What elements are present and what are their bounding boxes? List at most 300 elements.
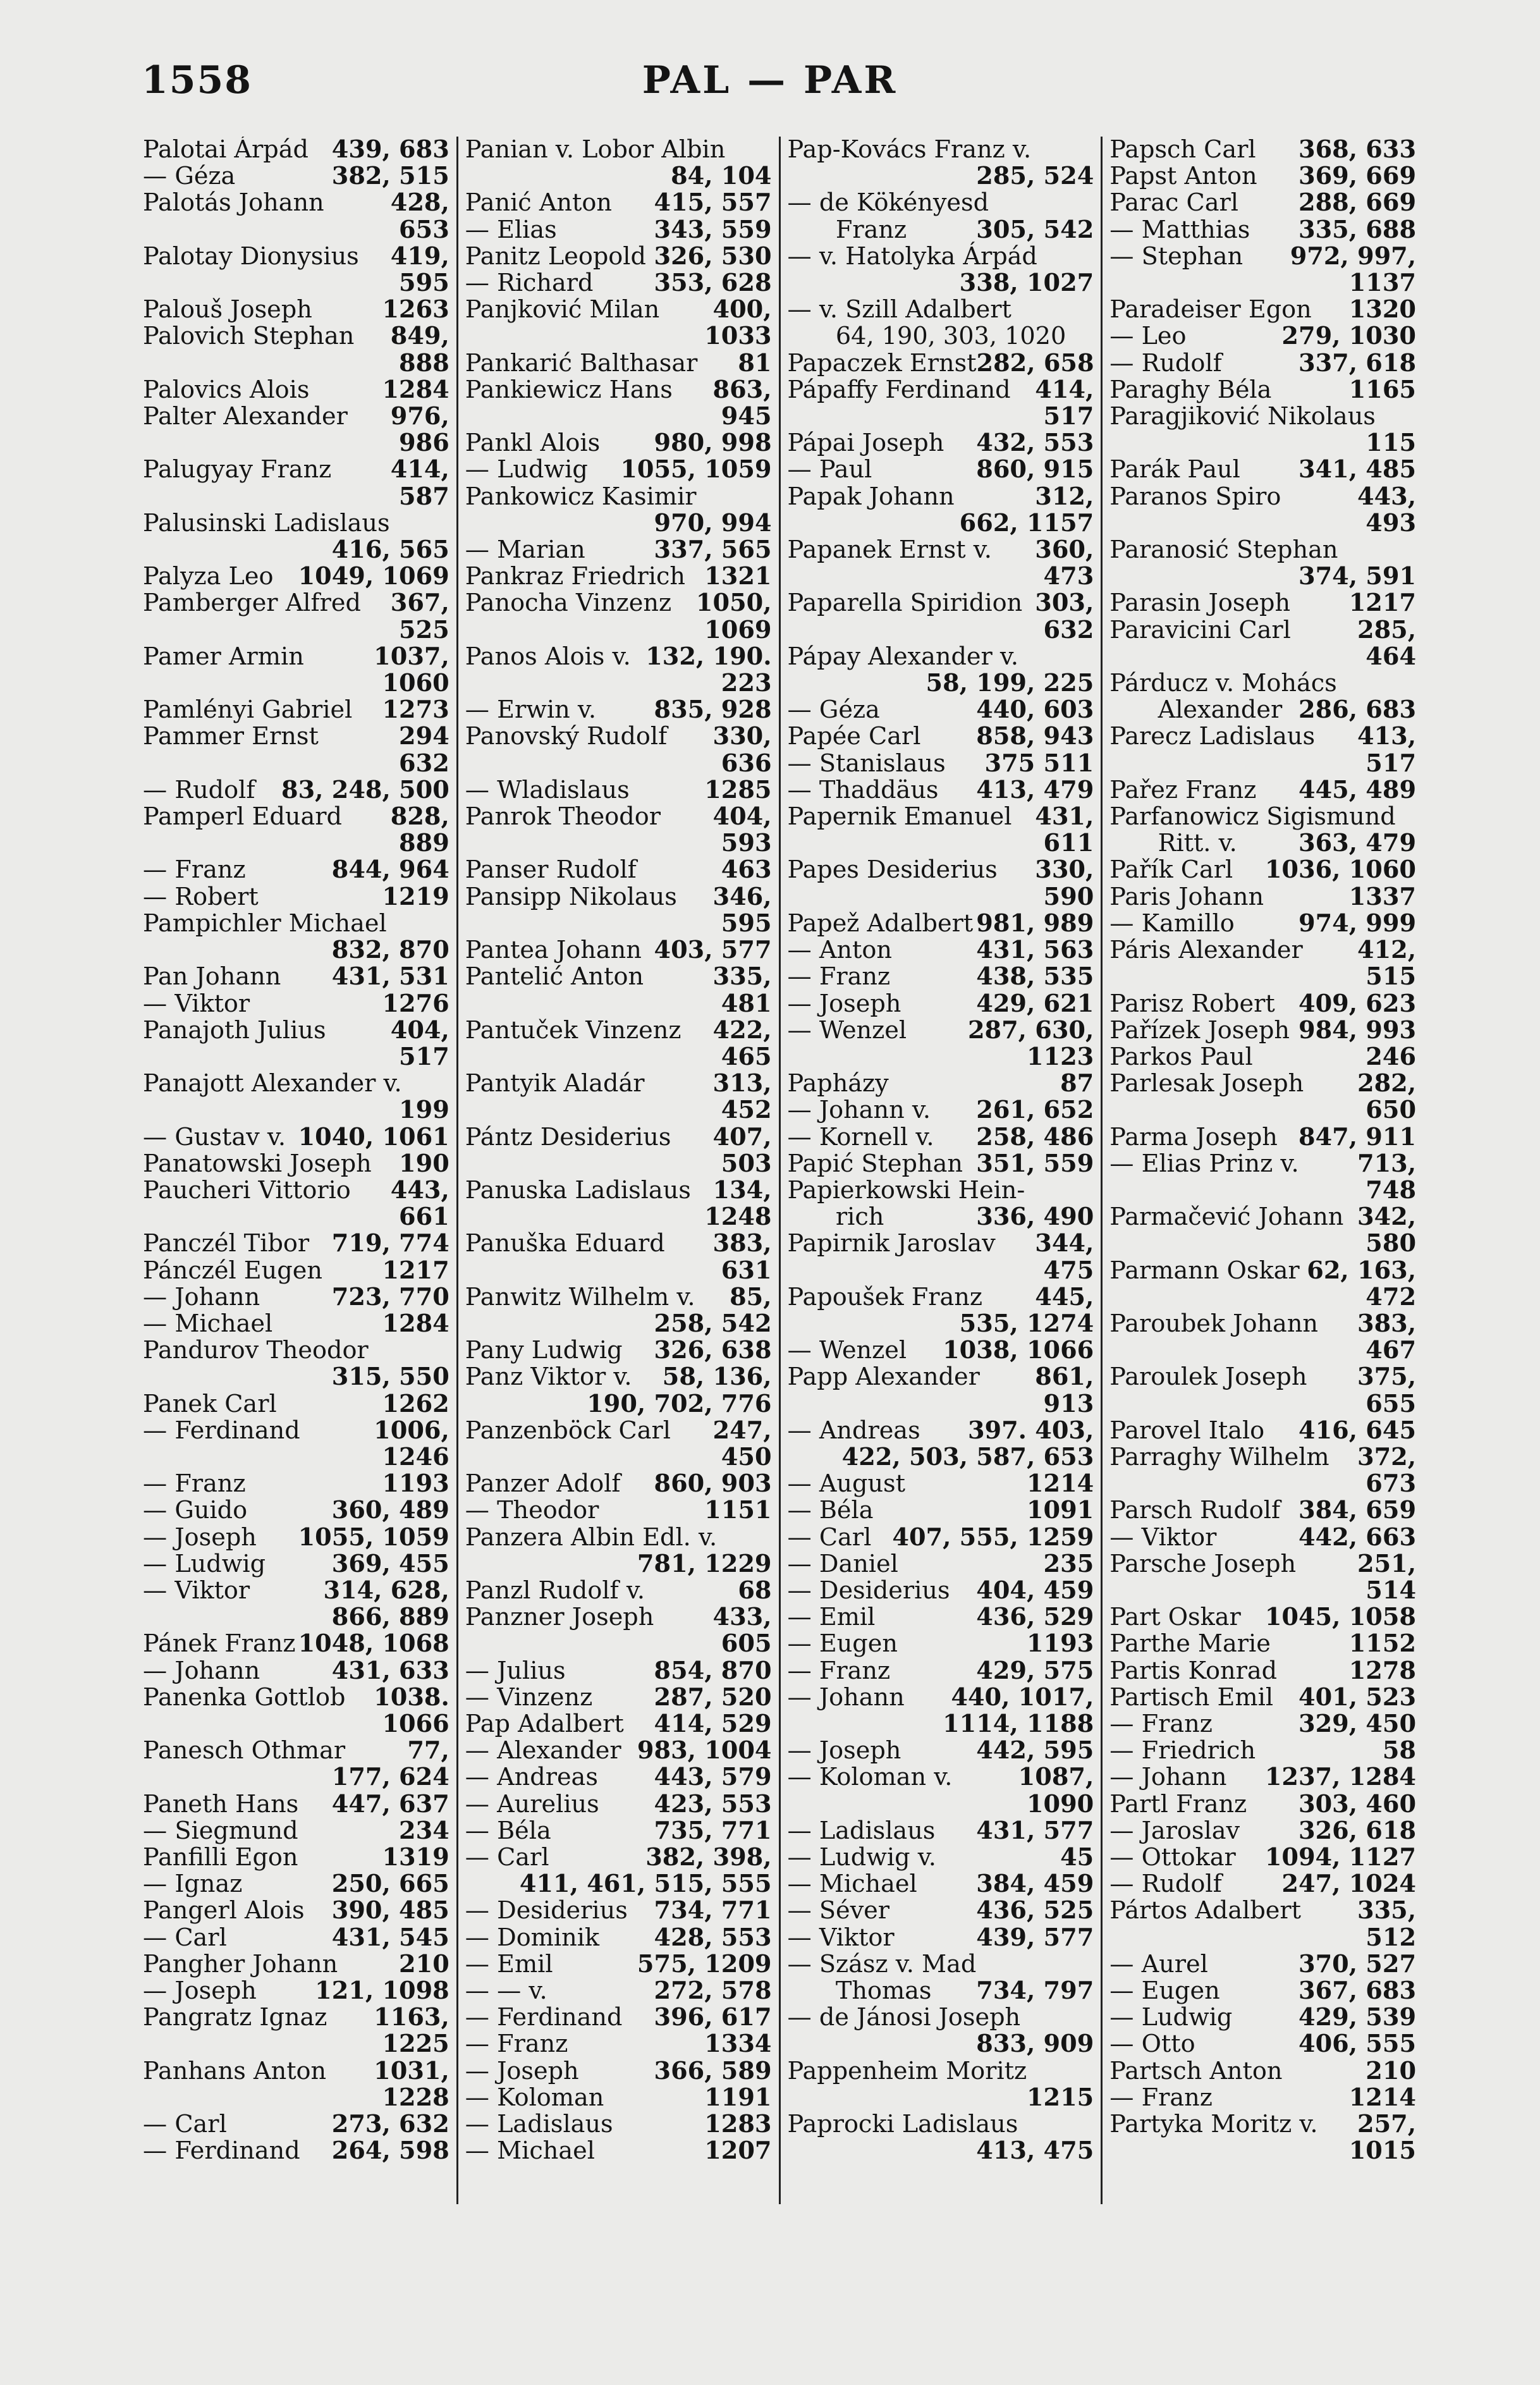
entry-page-refs: 335, [712,962,772,991]
index-entry [143,270,449,297]
index-entry [788,163,1094,190]
index-entry [788,484,1094,510]
index-entry [143,937,449,964]
index-entry [1109,1391,1416,1418]
index-entry [465,2111,772,2138]
entry-name: Pammer Ernst [143,723,319,751]
entry-page-refs: 1151 [704,1496,772,1525]
index-entry [788,1818,1094,1844]
entry-page-refs: 68 [738,1576,772,1605]
entry-page-refs: 1033 [704,322,772,351]
entry-name: — Jaroslav [1109,1817,1240,1845]
entry-name: — Viktor [143,990,250,1018]
index-entry [788,270,1094,297]
entry-name: — Ottokar [1109,1844,1236,1872]
index-entry [1109,1871,1416,1898]
entry-name: — Dominik [465,1923,600,1952]
index-entry [788,1925,1094,1951]
entry-page-refs: 234 [399,1816,449,1845]
index-entry [143,1177,449,1204]
index-entry [1109,563,1416,590]
index-entry [1109,1578,1416,1604]
entry-name: — Gustav v. [143,1123,286,1151]
index-entry [1109,1898,1416,1924]
index-entry [465,1871,772,1898]
index-entry [788,1418,1094,1444]
index-entry [788,830,1094,857]
index-entry [788,1151,1094,1177]
entry-page-refs: 1337 [1348,882,1417,911]
entry-page-refs: 326, 618 [1299,1816,1417,1845]
index-entry [788,1497,1094,1524]
entry-name: — Ludwig [1109,2004,1233,2032]
entry-page-refs: 440, 1017, [951,1683,1094,1712]
entry-name: — Béla [787,1497,874,1525]
index-entry [465,1391,772,1418]
index-entry [788,1684,1094,1711]
index-entry [143,1844,449,1871]
entry-page-refs: 858, 943 [976,722,1094,751]
index-entry [465,1017,772,1044]
index-entry [1109,884,1416,910]
entry-name: — Franz [787,1657,891,1685]
entry-page-refs: 984, 993 [1299,1015,1417,1045]
entry-name: Pankl Alois [465,429,601,458]
entry-page-refs: 83, 248, 500 [281,775,449,804]
column-3 [781,137,1101,2204]
entry-page-refs: 413, [1357,722,1417,751]
index-entry [788,1284,1094,1311]
entry-page-refs: 1137 [1348,269,1417,298]
entry-page-refs: 433, [712,1603,772,1632]
index-entry [143,1311,449,1337]
entry-name: Pantuček Vinzenz [465,1016,681,1045]
entry-page-refs: 1215 [1026,2083,1094,2112]
index-entry [788,243,1094,270]
index-entry [465,670,772,697]
entry-name: — Leo [1109,322,1187,351]
entry-page-refs: 210 [399,1949,449,1978]
index-entry [788,751,1094,777]
entry-name: Pápaffy Ferdinand [787,376,1011,404]
entry-page-refs: 781, 1229 [637,1549,772,1578]
entry-page-refs: 351, 559 [976,1149,1094,1178]
entry-name: — Johann [787,1683,905,1712]
index-entry [1109,2031,1416,2057]
index-entry [788,1230,1094,1257]
index-entry [788,430,1094,457]
index-entry [465,190,772,216]
index-entry [465,2004,772,2031]
entry-page-refs: 438, 535 [976,962,1094,991]
index-entry [1109,1337,1416,1364]
index-entry [465,1070,772,1097]
entry-page-refs: 593 [721,829,772,858]
entry-name: Alexander [1158,696,1283,725]
entry-page-refs: 860, 903 [654,1469,772,1499]
entry-page-refs: 866, 889 [331,1603,449,1632]
entry-page-refs: 431, 545 [331,1923,449,1952]
index-entry [788,670,1094,697]
entry-name: — de Jánosi Joseph [787,2004,1021,2032]
index-entry [1109,1444,1416,1471]
index-entry [1109,1844,1416,1871]
index-entry [143,2031,449,2057]
index-entry [465,1444,772,1471]
index-entry [143,1284,449,1311]
entry-name: — Wenzel [787,1016,907,1045]
entry-page-refs: 447, 637 [331,1789,449,1818]
index-entry [1109,1978,1416,2004]
entry-name: Panzera Albin Edl. v. [465,1523,718,1552]
index-entry [1109,1204,1416,1230]
page-number: 1558 [142,58,252,102]
entry-name: — Géza [143,162,236,191]
entry-page-refs: 400, [712,295,772,324]
index-entry [143,1418,449,1444]
entry-name: Papernik Emanuel [787,803,1012,831]
entry-name: — Desiderius [465,1897,628,1925]
entry-page-refs: 849, [390,322,449,351]
entry-name: Partsch Anton [1109,2057,1283,2085]
entry-name: — Szász v. Mad [787,1950,977,1978]
index-entry [143,1871,449,1898]
entry-name: Panzl Rudolf v. [465,1576,645,1605]
entry-page-refs: 913 [1043,1389,1094,1418]
entry-page-refs: 1284 [382,375,449,404]
index-entry [143,484,449,510]
index-entry [465,1738,772,1764]
entry-page-refs: 190 [399,1149,449,1178]
index-entry [465,1951,772,1978]
index-entry [1109,804,1416,830]
entry-name: — Johann v. [787,1096,931,1125]
entry-page-refs: 443, [1357,482,1417,511]
entry-page-refs: 1040, 1061 [298,1122,449,1151]
index-entry [143,1631,449,1657]
index-entry [143,1604,449,1631]
index-entry [788,1258,1094,1284]
entry-name: — Michael [787,1870,917,1899]
entry-page-refs: 636 [721,749,772,778]
entry-name: Parraghy Wilhelm [1109,1443,1329,1471]
index-entry [1109,243,1416,270]
entry-name: — Andreas [465,1763,598,1792]
entry-page-refs: 974, 999 [1299,909,1417,938]
entry-page-refs: 1094, 1127 [1264,1843,1417,1872]
entry-name: — Géza [787,696,880,725]
entry-page-refs: 384, 659 [1299,1496,1417,1525]
index-entry [143,1978,449,2004]
index-entry [465,1898,772,1924]
entry-page-refs: 406, 555 [1299,2030,1417,2059]
index-entry [1109,484,1416,510]
entry-page-refs: 590 [1043,882,1094,911]
entry-page-refs: 431, [1035,802,1094,831]
entry-page-refs: 605 [721,1629,772,1658]
entry-page-refs: 1036, 1060 [1264,855,1417,885]
index-entry [143,1230,449,1257]
entry-page-refs: 338, 1027 [959,269,1094,298]
entry-page-refs: 655 [1366,1389,1417,1418]
index-entry [465,1258,772,1284]
index-entry [465,403,772,430]
entry-page-refs: 58, 199, 225 [926,669,1094,698]
entry-page-refs: 404, [390,1015,449,1045]
entry-name: Panesch Othmar [143,1737,346,1765]
index-entry [465,1578,772,1604]
index-entry [465,1524,772,1551]
index-entry [143,1364,449,1390]
entry-name: Papirnik Jaroslav [787,1230,996,1258]
entry-page-refs: 1334 [704,2030,772,2059]
index-entry [143,350,449,377]
index-entry [465,1551,772,1578]
entry-name: — Carl [787,1523,872,1552]
index-entry [465,590,772,616]
index-entry [143,537,449,563]
entry-page-refs: 1214 [1348,2083,1417,2112]
entry-name: — Paul [787,456,872,484]
entry-name: Parfanowicz Sigismund [1109,803,1396,831]
column-rule [1101,137,1103,2204]
entry-page-refs: 407, 555, 1259 [892,1523,1094,1552]
index-entry [143,2004,449,2031]
entry-name: Ritt. v. [1158,830,1237,858]
index-entry [1109,751,1416,777]
entry-page-refs: 1228 [382,2083,449,2112]
index-entry [465,323,772,350]
entry-page-refs: 87 [1060,1069,1094,1098]
entry-page-refs: 383, [712,1229,772,1258]
entry-name: Paroulek Joseph [1109,1363,1307,1392]
entry-name: Pántz Desiderius [465,1123,671,1151]
entry-page-refs: 247, 1024 [1281,1870,1417,1899]
entry-page-refs: 423, 553 [654,1789,772,1818]
entry-page-refs: 375 511 [984,749,1094,778]
index-entry [143,1524,449,1551]
entry-name: — Michael [143,1309,273,1338]
entry-page-refs: 404, [712,802,772,831]
index-entry [143,1764,449,1791]
entry-name: Partl Franz [1109,1790,1247,1818]
index-entry [1109,723,1416,750]
index-entry [788,857,1094,883]
entry-name [143,537,191,563]
index-entry [1109,297,1416,323]
index-entry [788,1578,1094,1604]
index-entry [465,1844,772,1871]
entry-name: Paroubek Johann [1109,1309,1319,1338]
entry-page-refs: 258, 486 [976,1122,1094,1151]
entry-name: Thomas [835,1977,932,2006]
index-entry [143,857,449,883]
entry-page-refs: 517 [1043,402,1094,431]
entry-name: Pamer Armin [143,642,304,671]
entry-page-refs: 833, 909 [976,2030,1094,2059]
entry-name: Paneth Hans [143,1790,299,1818]
entry-page-refs: 416, 645 [1299,1416,1417,1445]
entry-name: Pařík Carl [1109,856,1233,885]
entry-name: — Joseph [787,1737,901,1765]
index-entry [1109,1258,1416,1284]
entry-page-refs: 673 [1366,1469,1417,1499]
entry-page-refs: 312, [1035,482,1094,511]
entry-page-refs: 1285 [704,775,772,804]
entry-page-refs: 467 [1366,1336,1417,1365]
index-entry [465,2058,772,2085]
entry-page-refs: 1114, 1188 [943,1709,1094,1738]
index-entry [465,617,772,644]
index-entry [788,884,1094,910]
index-entry [465,1097,772,1124]
index-entry [1109,1284,1416,1311]
entry-page-refs: 115 [1366,429,1417,458]
entry-page-refs: 981, 989 [976,909,1094,938]
index-entry [1109,697,1416,723]
index-entry [1109,1230,1416,1257]
entry-name: — Franz [143,856,246,885]
entry-page-refs: 330, [712,722,772,751]
entry-name: Pangratz Ignaz [143,2004,327,2032]
index-entry [143,1684,449,1711]
index-entry [788,697,1094,723]
entry-name: Paparella Spiridion [787,589,1023,618]
index-entry [143,2111,449,2138]
entry-page-refs: 199 [399,1096,449,1125]
entry-page-refs: 832, 870 [331,936,449,965]
index-entry [788,457,1094,483]
entry-page-refs: 346, [712,882,772,911]
entry-name: Papst Anton [1109,162,1257,191]
index-entry [465,1311,772,1337]
entry-name: Papée Carl [787,723,921,751]
entry-name: — Séver [787,1897,890,1925]
entry-page-refs: 1152 [1348,1629,1417,1658]
index-entry [1109,910,1416,937]
entry-name: — Emil [787,1603,876,1632]
index-entry [143,1951,449,1978]
entry-name: Parkos Paul [1109,1043,1253,1071]
entry-page-refs: 246 [1366,1042,1417,1071]
entry-name: Parac Carl [1109,189,1238,218]
index-entry [788,723,1094,750]
entry-name: — Johann [143,1657,260,1685]
index-entry [1109,964,1416,990]
entry-page-refs: 286, 683 [1299,696,1417,725]
index-entry [1109,1551,1416,1578]
index-entry [143,377,449,403]
entry-name: — Ludwig [143,1550,266,1578]
entry-page-refs: 1049, 1069 [298,562,449,591]
entry-page-refs: 1055, 1059 [620,455,772,484]
index-entry [465,697,772,723]
entry-page-refs: 1038. [374,1683,449,1712]
entry-name: — Vinzenz [465,1683,593,1712]
entry-name: Pankowicz Kasimir [465,482,697,511]
index-entry [1109,1738,1416,1764]
entry-name: — Ludwig [465,456,588,484]
index-entry [1109,510,1416,537]
entry-name: Parmann Oskar [1109,1256,1300,1285]
entry-name: Pamlényi Gabriel [143,696,353,725]
index-entry [1109,644,1416,670]
entry-page-refs: 465 [721,1042,772,1071]
entry-page-refs: 273, 632 [331,2110,449,2139]
index-entry [1109,1017,1416,1044]
entry-page-refs: 436, 525 [976,1896,1094,1925]
entry-name: Panitz Leopold [465,242,646,271]
entry-page-refs: 1273 [382,696,449,725]
entry-page-refs: 264, 598 [331,2137,449,2166]
column-1 [137,137,456,2204]
entry-name: Parsch Rudolf [1109,1497,1281,1525]
index-entry [1109,590,1416,616]
entry-page-refs: 713, [1357,1149,1417,1178]
entry-page-refs: 429, 575 [976,1656,1094,1685]
entry-page-refs: 632 [1043,615,1094,644]
index-entry [465,1364,772,1390]
index-entry [465,563,772,590]
entry-name: Paraghy Béla [1109,376,1272,404]
entry-page-refs: 419, [390,242,449,271]
index-entry [143,217,449,243]
entry-page-refs: 442, 595 [976,1736,1094,1765]
index-entry [788,1444,1094,1471]
entry-name: — Joseph [787,990,901,1018]
entry-page-refs: 828, [390,802,449,831]
index-entry [143,1204,449,1230]
entry-page-refs: 396, 617 [654,2003,772,2032]
index-entry [143,1551,449,1578]
index-entry [1109,1311,1416,1337]
entry-page-refs: 360, 489 [331,1496,449,1525]
index-entry [788,297,1094,323]
index-entry [143,137,449,163]
entry-name: Parák Paul [1109,456,1240,484]
index-entry [143,964,449,990]
index-entry [788,804,1094,830]
entry-name: — — v. [465,1977,547,2006]
index-entry [465,1284,772,1311]
index-entry [788,2085,1094,2111]
entry-page-refs: 412, [1357,936,1417,965]
entry-name: Panajoth Julius [143,1016,326,1045]
entry-name: Paragjiković Nikolaus [1109,403,1376,431]
index-entry [1109,830,1416,857]
entry-name: — Carl [143,2111,227,2139]
entry-page-refs: 330, [1035,855,1094,885]
index-entry [788,1764,1094,1791]
entry-name: Papež Adalbert [787,909,974,938]
entry-page-refs: 85, [730,1282,772,1311]
entry-page-refs: 337, 565 [654,536,772,565]
entry-name: Papanek Ernst v. [787,536,992,565]
index-entry [1109,1604,1416,1631]
entry-name: Papsch Carl [1109,137,1256,164]
index-entry [465,1471,772,1497]
entry-name: Palugyay Franz [143,456,332,484]
entry-name: — Stanislaus [787,749,946,778]
index-entry [1109,1764,1416,1791]
entry-page-refs: 662, 1157 [959,508,1094,537]
entry-page-refs: 595 [399,269,449,298]
entry-name: Pártos Adalbert [1109,1897,1301,1925]
index-entry [465,777,772,804]
entry-name: — Ferdinand [143,1416,300,1445]
entry-page-refs: 436, 529 [976,1603,1094,1632]
entry-page-refs: 429, 539 [1299,2003,1417,2032]
